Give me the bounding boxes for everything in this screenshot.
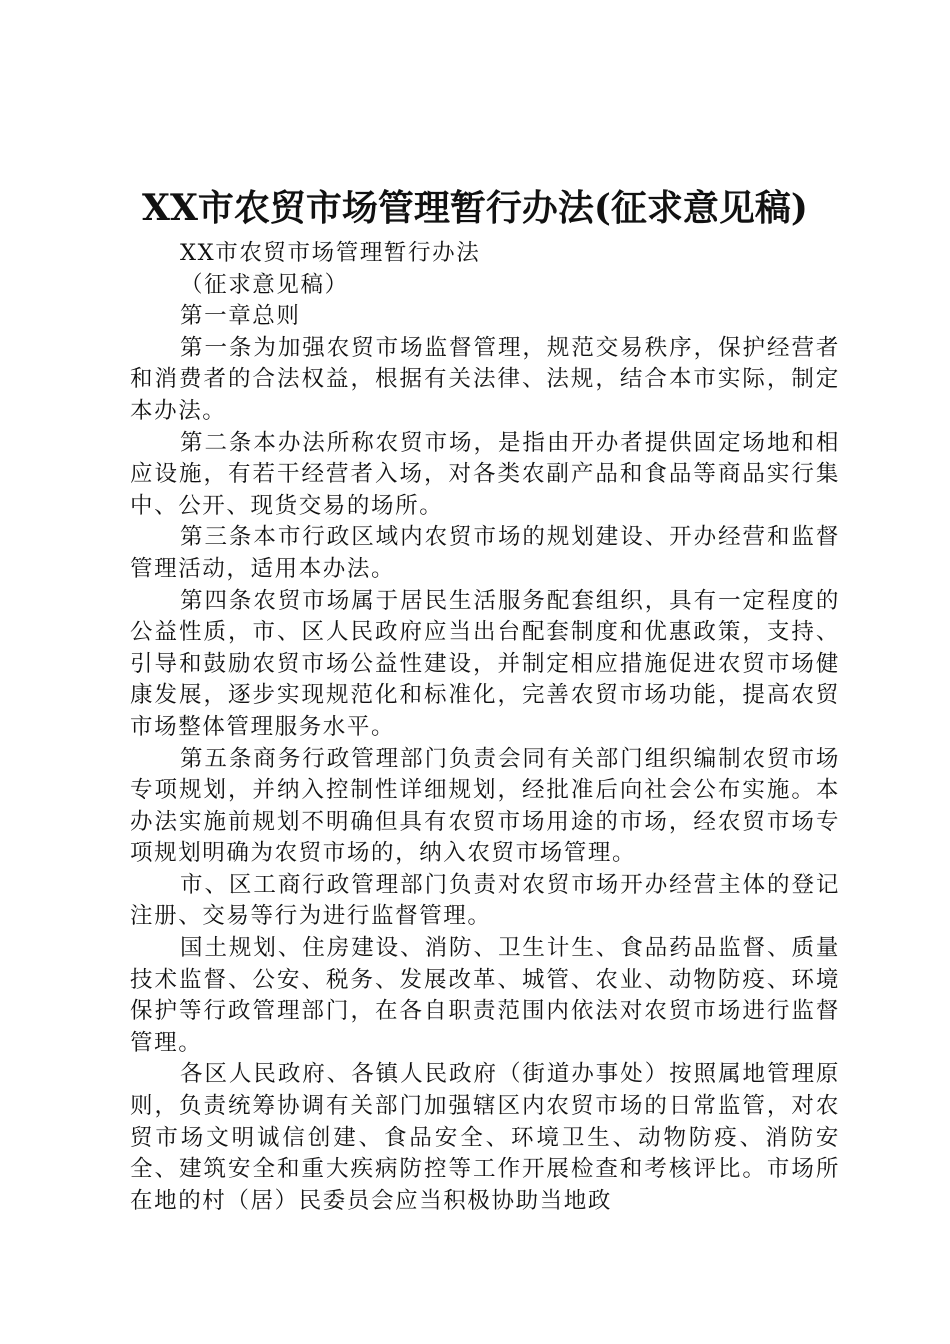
document-body: [130, 238, 840, 1217]
paragraph-article-1: 第一条为加强农贸市场监督管理，规范交易秩序，保护经营者和消费者的合法权益，根据有关法律、法规，结合本市实际，制定本办法。: [130, 334, 840, 424]
paragraph-article-2: 第二条本办法所称农贸市场，是指由开办者提供固定场地和相应设施，有若干经营者入场，对各类农副产品和食品等商品实行集中、公开、现货交易的场所。: [130, 429, 840, 519]
subtitle-line-1: XX市农贸市场管理暂行办法: [180, 240, 481, 266]
paragraph-article-4: 第四条农贸市场属于居民生活服务配套组织，具有一定程度的公益性质，市、区人民政府应当出台配套制度和优惠政策，支持、引导和鼓励农贸市场公益性建设，并制定相应措施促进农贸市场健康发展，逐步实现规范化和标准化，完善农贸市场功能，提高农贸市场整体管理服务水平。: [130, 587, 840, 740]
subtitle-line-2: （征求意见稿）: [180, 271, 349, 298]
paragraph-article-5: 第五条商务行政管理部门负责会同有关部门组织编制农贸市场专项规划，并纳入控制性详细规划，经批准后向社会公布实施。本办法实施前规划不明确但具有农贸市场用途的市场，经农贸市场专项规划明确为农贸市场的，纳入农贸市场管理。: [130, 745, 840, 867]
paragraph-article-3: 第三条本市行政区域内农贸市场的规划建设、开办经营和监督管理活动，适用本办法。: [130, 524, 840, 582]
paragraph-article-5-part-4: 各区人民政府、各镇人民政府（街道办事处）按照属地管理原则，负责统筹协调有关部门加强辖区内农贸市场的日常监管，对农贸市场文明诚信创建、食品安全、环境卫生、动物防疫、消防安全、建筑安全和重大疾病防控等工作开展检查和考核评比。市场所在地的村（居）民委员会应当积极协助当地政: [130, 1061, 840, 1214]
chapter-heading: 第一章总则: [180, 303, 301, 330]
document-title: XX市农贸市场管理暂行办法(征求意见稿): [142, 187, 808, 229]
paragraph-article-5-part-2: 市、区工商行政管理部门负责对农贸市场开办经营主体的登记注册、交易等行为进行监督管理。: [130, 871, 840, 930]
paragraph-article-5-part-3: 国土规划、住房建设、消防、卫生计生、食品药品监督、质量技术监督、公安、税务、发展改革、城管、农业、动物防疫、环境保护等行政管理部门，在各自职责范围内依法对农贸市场进行监督管理。: [130, 935, 840, 1056]
